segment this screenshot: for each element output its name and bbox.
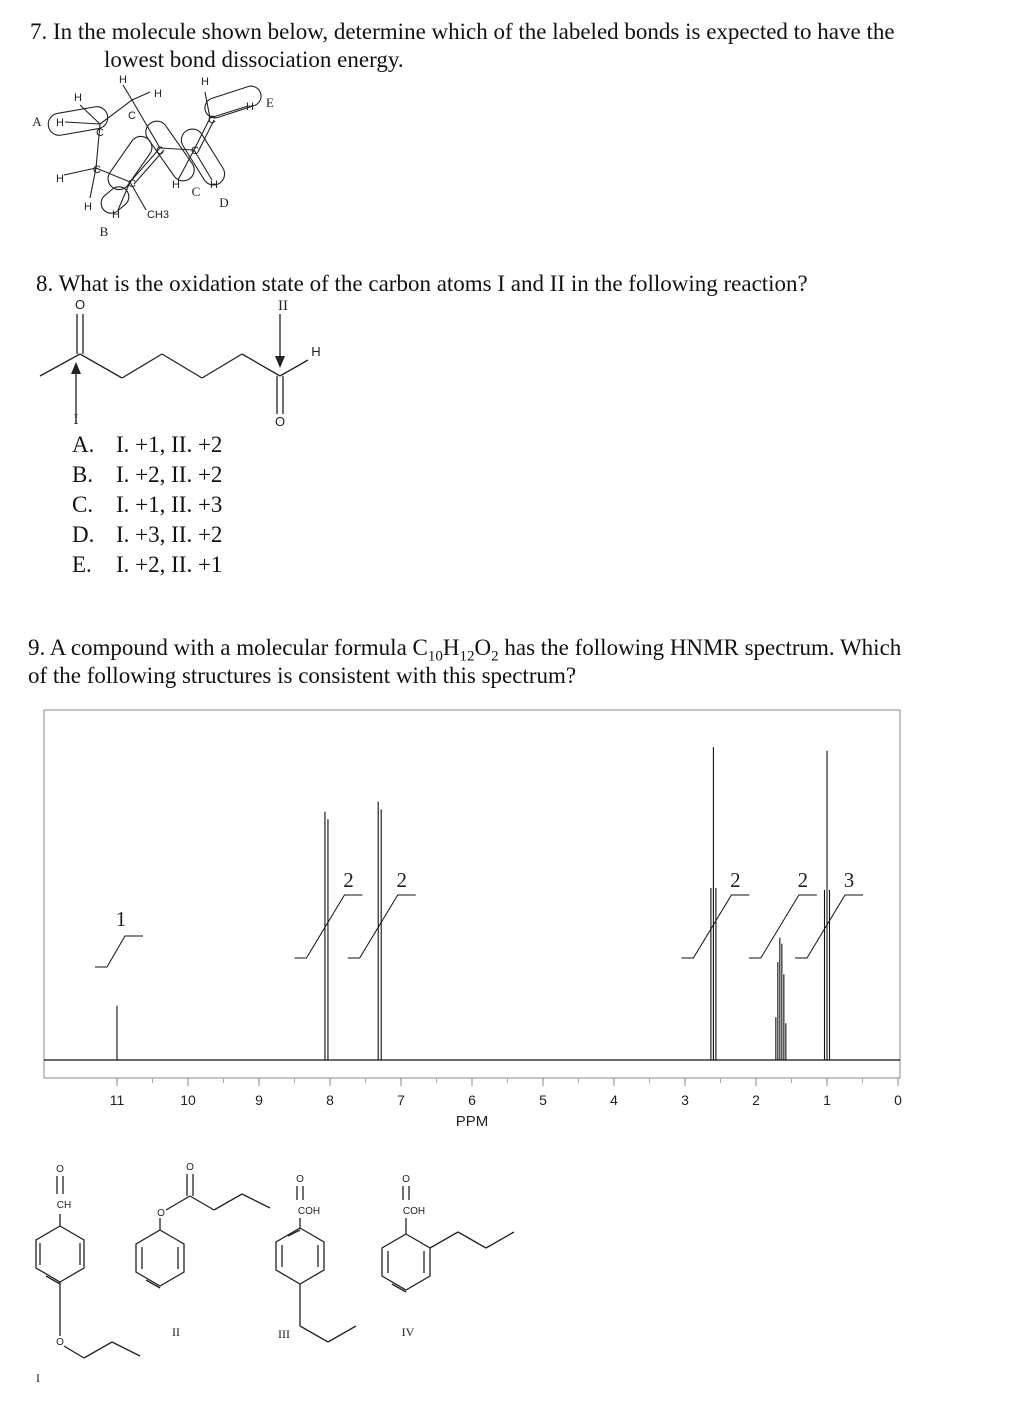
q8-option-text: I. +2, II. +1 (116, 552, 223, 577)
q7-atom-h: H (119, 74, 127, 86)
nmr-tick-label: 7 (397, 1092, 405, 1108)
struct-i-o2: O (56, 1337, 64, 1348)
q7-atom-h: H (112, 209, 120, 221)
nmr-tick-label: 8 (326, 1092, 334, 1108)
q8-carbon-label-ii: II (278, 298, 288, 314)
q7-text-line2: lowest bond dissociation energy. (104, 47, 404, 72)
q8-carbon-label-i: I (73, 412, 79, 428)
nmr-tick-label: 5 (539, 1092, 547, 1108)
q8-text: 8. What is the oxidation state of the carbon atoms I and II in the following reaction? (36, 271, 808, 296)
q7-bond-label-a: A (32, 114, 42, 129)
q7-bond-label-d: D (219, 195, 229, 210)
struct-i-group: CH (56, 1200, 72, 1211)
q7-bond-label-c: C (191, 184, 201, 199)
struct-iii-o: O (296, 1174, 304, 1185)
q7-atom-ch3: CH3 (146, 209, 170, 221)
q9-text-line2: of the following structures is consistent with this spectrum? (28, 663, 577, 688)
struct-iv-o: O (402, 1174, 410, 1185)
q7-atom-h: H (246, 101, 254, 113)
nmr-tick-label: 10 (180, 1092, 196, 1108)
q7-atom-c: C (156, 145, 164, 157)
nmr-integral-label: 2 (797, 868, 809, 892)
q7-atom-c: C (128, 178, 136, 190)
q8-option-letter: D. (72, 522, 95, 547)
nmr-tick-label: 1 (823, 1092, 831, 1108)
q7-atom-h: H (210, 179, 218, 191)
q8-atom-h: H (311, 344, 321, 359)
q8-option-text: I. +1, II. +3 (116, 492, 223, 517)
nmr-integral-curve (749, 895, 817, 958)
nmr-tick-label: 9 (255, 1092, 263, 1108)
nmr-integral-label: 3 (843, 868, 855, 892)
q9-text-pre: 9. A compound with a molecular formula C (28, 635, 428, 660)
q7-atom-c: C (208, 114, 216, 126)
struct-label-iv: IV (401, 1325, 415, 1339)
struct-i-o: O (56, 1164, 64, 1175)
q7-atom-h: H (172, 179, 180, 191)
q9-text-h: H (442, 635, 460, 660)
q8-option-letter: C. (72, 492, 94, 517)
q7-atom-c: C (191, 145, 199, 157)
q8-atom-o: O (274, 414, 286, 429)
q7-atom-h: H (154, 88, 162, 100)
q9-structures (0, 1150, 560, 1390)
q7-atom-h: H (56, 173, 64, 185)
nmr-frame (44, 710, 900, 1078)
q9-text-o: O (474, 635, 492, 660)
q7-bond-label-e: E (266, 95, 274, 110)
q7-text-line1: 7. In the molecule shown below, determine which of the labeled bonds is expected to have the (30, 19, 895, 44)
q7-atom-c: C (128, 110, 136, 122)
nmr-tick-label: 0 (894, 1092, 902, 1108)
q7-bond-label-b: B (99, 224, 109, 239)
nmr-integral-label: 1 (115, 907, 127, 931)
q7-atom-c: C (96, 127, 104, 139)
q7-atom-h: H (201, 76, 209, 88)
nmr-integral-label: 2 (396, 868, 407, 892)
q8-option-text: I. +3, II. +2 (116, 522, 223, 547)
q9-sub: 12 (459, 648, 475, 665)
struct-ii-o2: O (157, 1208, 165, 1219)
q7-atom-h: H (56, 117, 64, 129)
nmr-tick-label: 11 (109, 1092, 125, 1108)
struct-label-i: I (36, 1371, 40, 1385)
nmr-tick-label: 6 (468, 1092, 476, 1108)
nmr-xlabel: PPM (455, 1113, 489, 1130)
struct-label-ii: II (172, 1325, 180, 1339)
q7-atom-h: H (74, 92, 82, 104)
q7-atom-c: C (93, 164, 101, 176)
q8-option-letter: E. (72, 552, 92, 577)
struct-iii-group: COH (297, 1206, 321, 1217)
q8-option-letter: B. (72, 462, 94, 487)
nmr-integral-label: 2 (730, 868, 741, 892)
q9-sub: 2 (491, 648, 499, 665)
q7-atom-h: H (84, 201, 92, 213)
q8-atom-o: O (74, 297, 86, 312)
q8-option-text: I. +2, II. +2 (116, 462, 223, 487)
nmr-integral-label: 2 (343, 868, 354, 892)
q8-option-text: I. +1, II. +2 (116, 432, 223, 457)
q8-option-letter: A. (72, 432, 95, 457)
q9-sub: 10 (427, 648, 443, 665)
nmr-tick-label: 3 (681, 1092, 689, 1108)
nmr-integral-curve (95, 936, 143, 967)
nmr-tick-label: 4 (610, 1092, 618, 1108)
struct-ii-o: O (186, 1162, 194, 1173)
struct-iv-group: COH (402, 1206, 426, 1217)
q9-text-post: has the following HNMR spectrum. Which (498, 635, 902, 660)
nmr-tick-label: 2 (752, 1092, 760, 1108)
struct-label-iii: III (278, 1327, 290, 1341)
